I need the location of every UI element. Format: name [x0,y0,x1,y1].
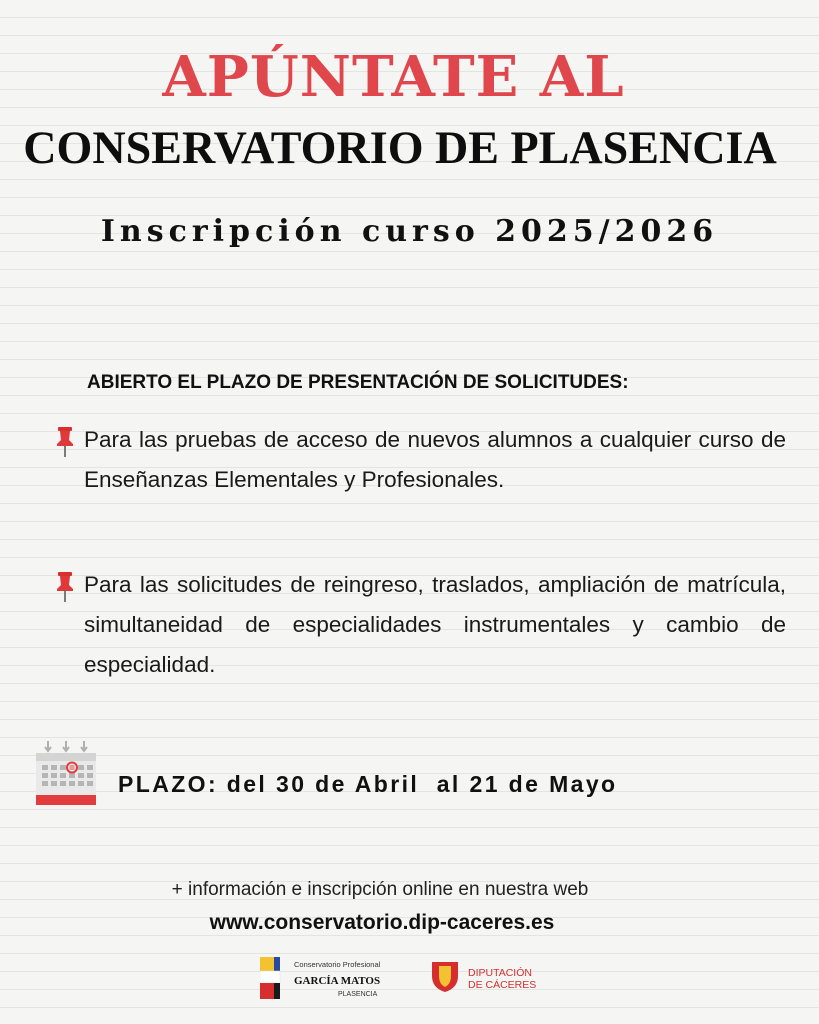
conservatorio-logo [260,954,390,1002]
course-subtitle: Inscripción curso 2025/2026 [100,214,719,249]
deadline-text: PLAZO: del 30 de Abril al 21 de Mayo [118,771,618,797]
conservatorio-logo-line2: GARCÍA MATOS [294,975,381,987]
conservatorio-logo-line3: PLASENCIA [338,991,378,998]
title-line-2: CONSERVATORIO DE PLASENCIA [23,122,777,174]
conservatorio-logo-line1: Conservatorio Profesional [294,960,381,969]
diputacion-logo-line1: DIPUTACIÓN [468,967,532,979]
applications-heading: ABIERTO EL PLAZO DE PRESENTACIÓN DE SOLICITUDES: [87,372,629,393]
list-item: Para las solicitudes de reingreso, traslados, ampliación de matrícula, simultaneidad de especialidades instrumentales y cambio de especialidad. [84,572,786,677]
title-line-1: APÚNTATE AL [162,44,625,110]
diputacion-logo [430,956,540,996]
pushpin-icon [54,426,76,458]
list-item: Para las pruebas de acceso de nuevos alumnos a cualquier curso de Enseñanzas Elementales y Profesionales. [84,427,786,492]
pushpin-icon [54,571,76,603]
diputacion-logo-line2: DE CÁCERES [468,979,537,991]
website-link[interactable]: www.conservatorio.dip-caceres.es [209,911,555,934]
calendar-icon [34,739,98,807]
info-text: + información e inscripción online en nuestra web [171,879,589,900]
